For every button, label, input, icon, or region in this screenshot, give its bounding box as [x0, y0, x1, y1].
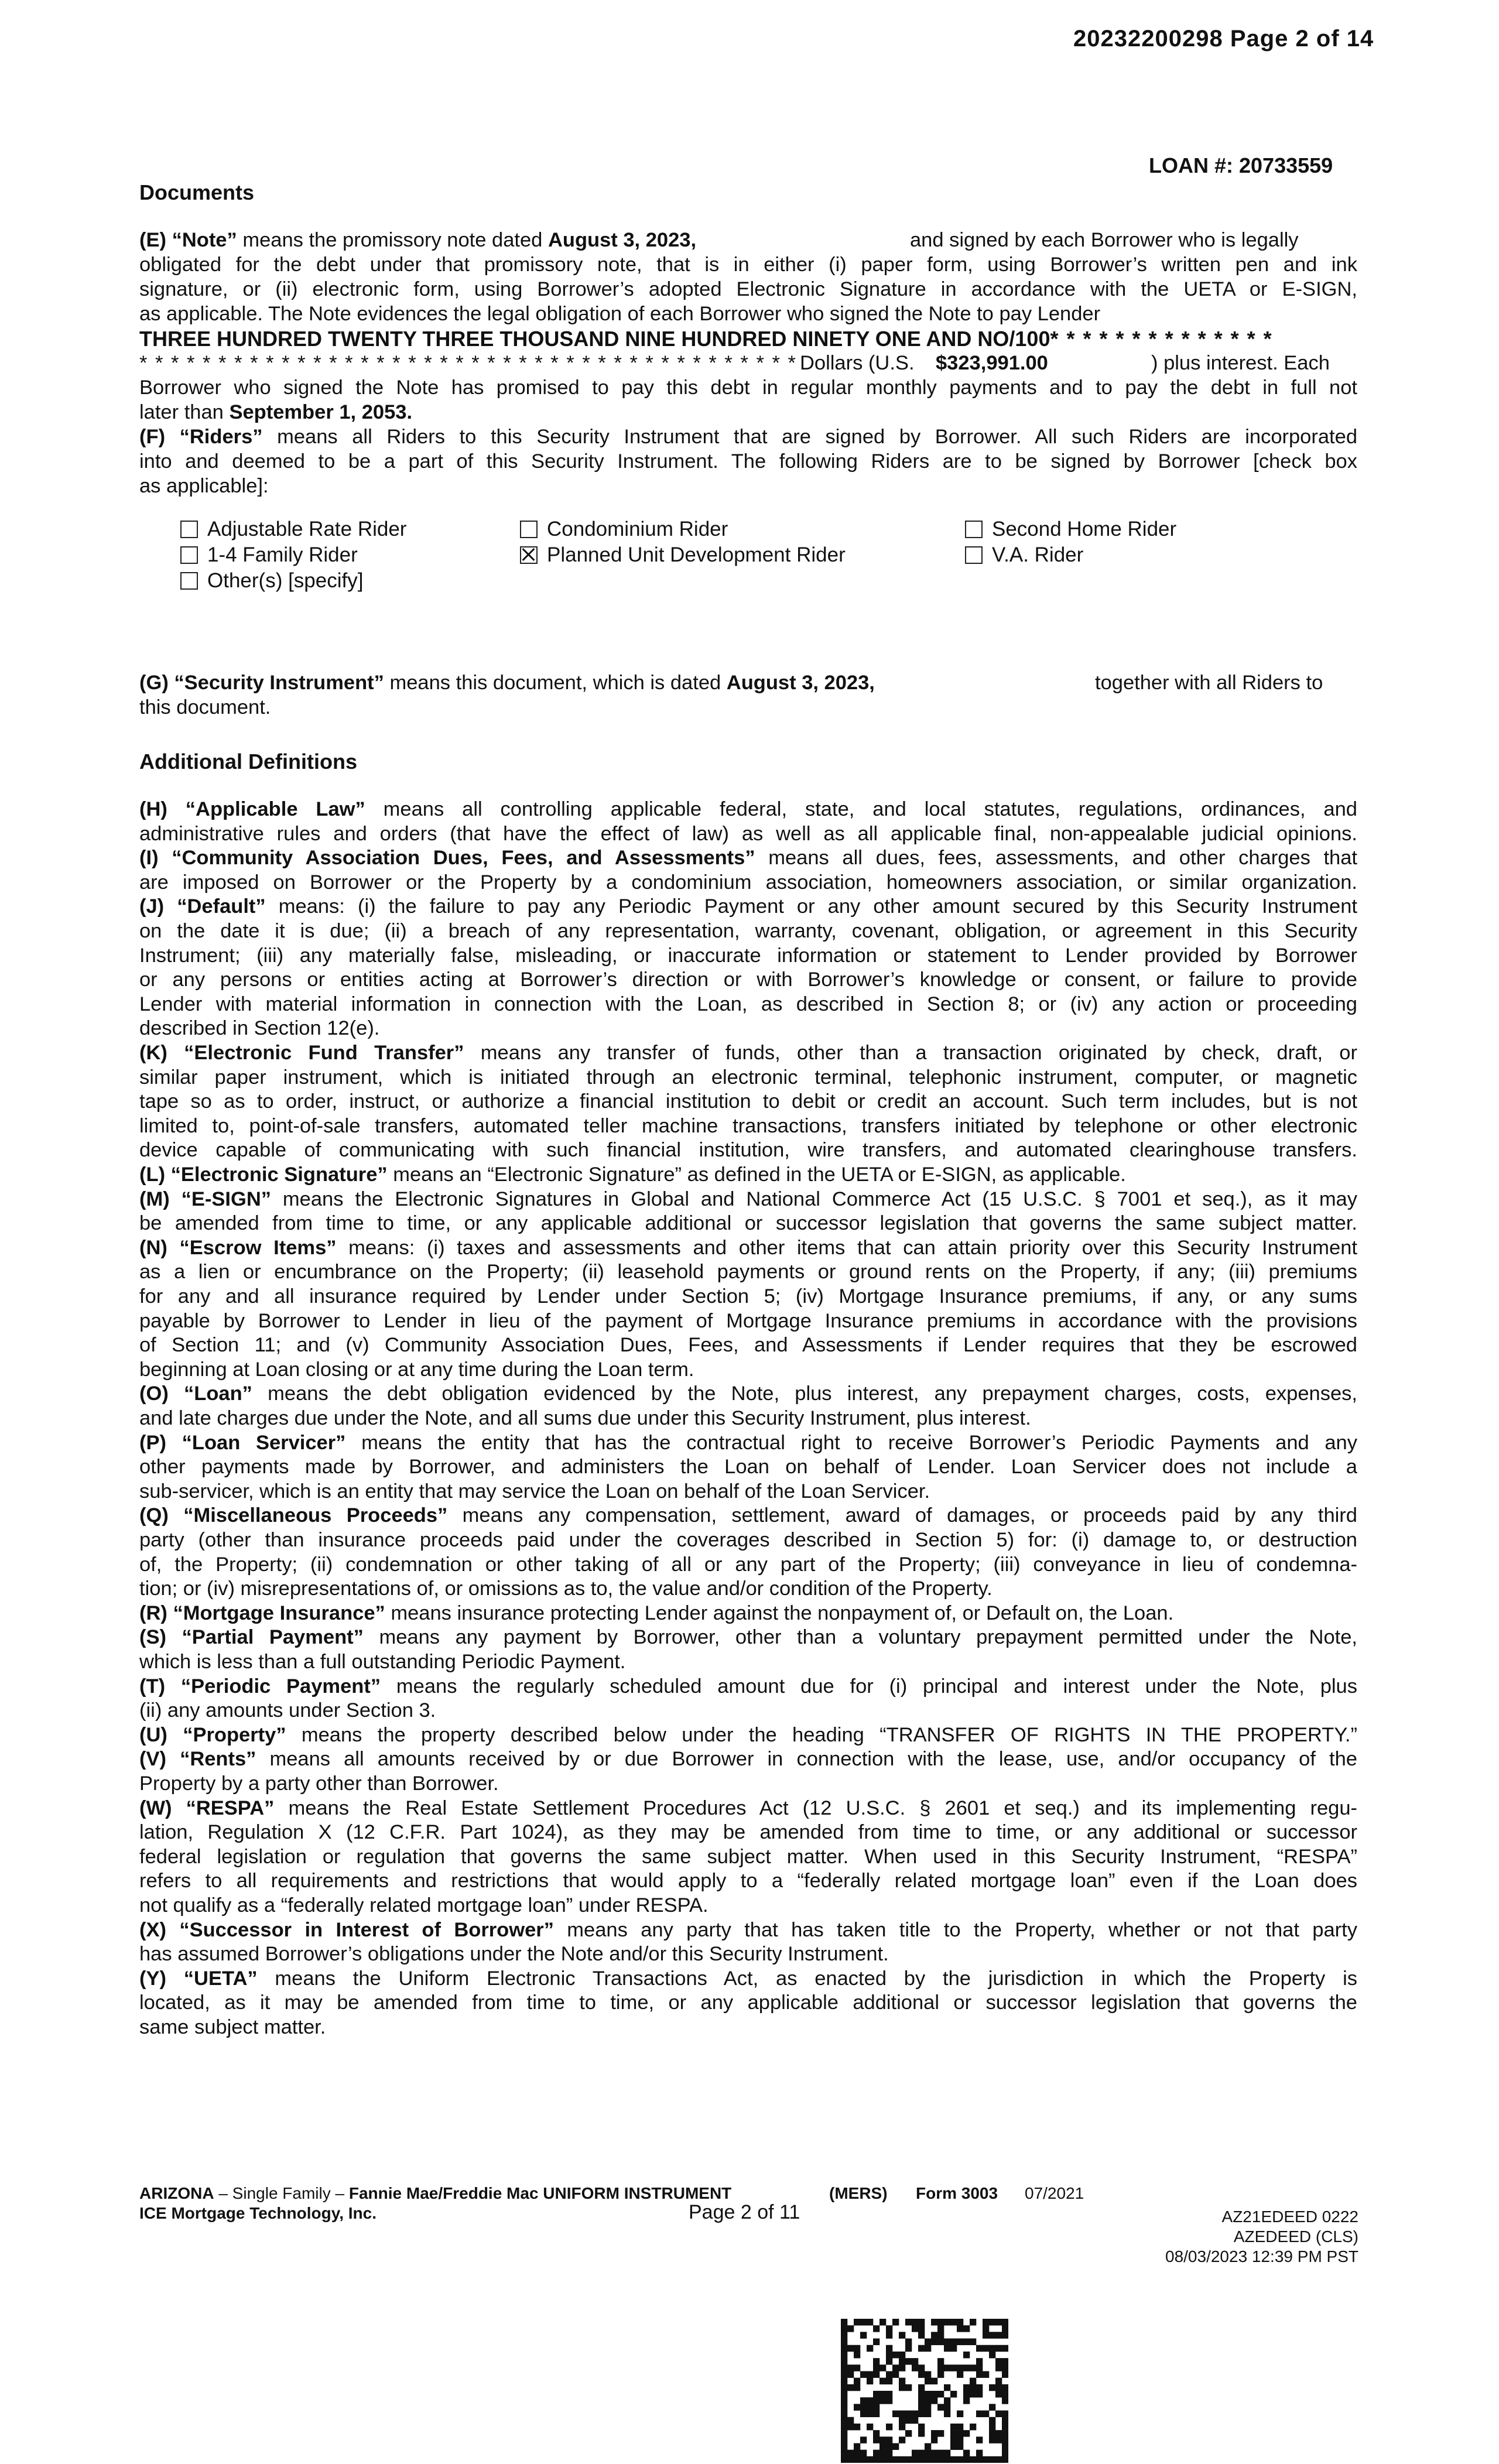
definition-line: device capable of communicating with such financial institution, wire transfers, and automated clearinghouse transfers. [139, 1139, 1357, 1162]
definition-line: (S) “Partial Payment” means any payment by Borrower, other than a voluntary prepayment permitted under the Note, [139, 1626, 1357, 1649]
security-line-1: (G) “Security Instrument” means this document, which is dated August 3, 2023, together with all Riders to [139, 672, 1323, 694]
definition-line: lation, Regulation X (12 C.F.R. Part 1024), as they may be amended from time to time, or any additional or successor [139, 1821, 1357, 1844]
term-security-instrument: (G) “Security Instrument” [139, 672, 384, 694]
note-amount-words: THREE HUNDRED TWENTY THREE THOUSAND NINE HUNDRED NINETY ONE AND NO/100* * * * * * * * * * * * * * [139, 327, 1273, 351]
defined-term: (Y) “UETA” [139, 1967, 258, 1990]
definition-line: same subject matter. [139, 2016, 326, 2038]
checkbox-icon[interactable] [180, 521, 198, 538]
defined-term: (K) “Electronic Fund Transfer” [139, 1042, 464, 1064]
definition-line: (T) “Periodic Payment” means the regularly scheduled amount due for (i) principal and interest under the Note, plus [139, 1675, 1357, 1698]
defined-term: (Q) “Miscellaneous Proceeds” [139, 1504, 448, 1527]
definition-line: federal legislation or regulation that governs the same subject matter. When used in this Security Instrument, “RESPA” [139, 1845, 1357, 1868]
note-line-6: * * * * * * * * * * * * * * * * * * * * * * * * * * * * * * * * * * * * * * * * * * Dollars (U.S. $323,991.00 ) plus interest. Each [139, 351, 1357, 376]
definition-line: Instrument; (iii) any materially false, misleading, or inaccurate information or statement to Lender provided by Borrower [139, 944, 1357, 967]
definition-line: of Section 11; and (v) Community Association Dues, Fees, and Assessments if Lender requires that they be escrowed [139, 1334, 1357, 1357]
defined-term: (T) “Periodic Payment” [139, 1675, 381, 1698]
checkbox-icon[interactable] [520, 521, 538, 538]
note-line-4: as applicable. The Note evidences the legal obligation of each Borrower who signed the Note to pay Lender [139, 303, 1101, 325]
rider-option-other[interactable]: Other(s) [specify] [180, 568, 363, 594]
definition-line: not qualify as a “federally related mortgage loan” under RESPA. [139, 1894, 709, 1917]
defined-term: (W) “RESPA” [139, 1796, 275, 1819]
page-number: 20232200298 Page 2 of 14 [1073, 26, 1374, 52]
definition-line: (V) “Rents” means all amounts received by or due Borrower in connection with the lease, use, and/or occupancy of the [139, 1748, 1357, 1771]
definition-line: (Y) “UETA” means the Uniform Electronic Transactions Act, as enacted by the jurisdiction in which the Property is [139, 1967, 1357, 1990]
definition-line: beginning at Loan closing or at any time during the Loan term. [139, 1358, 694, 1381]
definition-line: Lender with material information in connection with the Loan, as described in Section 8; or (iv) any action or proceeding [139, 993, 1357, 1015]
term-riders: (F) “Riders” [139, 426, 263, 448]
rider-option-condominium[interactable]: Condominium Rider [520, 516, 728, 542]
definition-line: limited to, point-of-sale transfers, automated teller machine transactions, transfers initiated by telephone or other electronic [139, 1114, 1357, 1137]
definition-line: located, as it may be amended from time to time, or any applicable additional or successor legislation that governs the [139, 1991, 1357, 2014]
definition-line: (R) “Mortgage Insurance” means insurance protecting Lender against the nonpayment of, or Default on, the Loan. [139, 1601, 1174, 1624]
term-note: (E) “Note” [139, 229, 237, 251]
loan-number: LOAN #: 20733559 [1149, 153, 1333, 177]
definition-line: and late charges due under the Note, and all sums due under this Security Instrument, plus interest. [139, 1407, 1031, 1429]
defined-term: (I) “Community Association Dues, Fees, and Assessments” [139, 847, 755, 870]
definition-line: (L) “Electronic Signature” means an “Electronic Signature” as defined in the UETA or E-SIGN, as applicable. [139, 1163, 1126, 1186]
definition-line: has assumed Borrower’s obligations under the Note and/or this Security Instrument. [139, 1943, 889, 1966]
definition-line: party (other than insurance proceeds paid under the coverages described in Section 5) for: (i) damage to, or destruction [139, 1529, 1357, 1551]
checked-checkbox-icon[interactable] [520, 546, 538, 564]
section-heading-documents: Documents [139, 180, 255, 204]
defined-term: (J) “Default” [139, 895, 266, 918]
note-line-3: signature, or (ii) electronic form, using Borrower’s adopted Electronic Signature in accordance with the UETA or E-SIGN, [139, 278, 1357, 300]
defined-term: (H) “Applicable Law” [139, 798, 365, 820]
checkbox-icon[interactable] [965, 521, 983, 538]
note-line-1: (E) “Note” means the promissory note dated August 3, 2023, and signed by each Borrower who is legally [139, 229, 1299, 251]
definition-line: payable by Borrower to Lender in lieu of the payment of Mortgage Insurance premiums in accordance with the provisions [139, 1309, 1357, 1332]
defined-term: (O) “Loan” [139, 1382, 252, 1405]
note-line-7: Borrower who signed the Note has promised to pay this debt in regular monthly payments and to pay the debt in full not [139, 377, 1357, 399]
definition-line: which is less than a full outstanding Periodic Payment. [139, 1651, 626, 1673]
definition-line: Property by a party other than Borrower. [139, 1772, 499, 1795]
checkbox-icon[interactable] [965, 546, 983, 564]
checkbox-icon[interactable] [180, 572, 198, 590]
defined-term: (X) “Successor in Interest of Borrower” [139, 1918, 554, 1941]
rider-option-adjustable-rate[interactable]: Adjustable Rate Rider [180, 516, 406, 542]
rider-option-planned-unit-development[interactable]: Planned Unit Development Rider [520, 542, 846, 568]
definition-line: be amended from time to time, or any applicable additional or successor legislation that governs the same subject matter. [139, 1212, 1357, 1235]
definition-line: (M) “E-SIGN” means the Electronic Signatures in Global and National Commerce Act (15 U.S.C. § 7001 et seq.), as it may [139, 1187, 1357, 1210]
section-heading-additional-definitions: Additional Definitions [139, 750, 357, 774]
checkbox-icon[interactable] [180, 546, 198, 564]
riders-line-2: into and deemed to be a part of this Security Instrument. The following Riders are to be signed by Borrower [check box [139, 450, 1357, 473]
definition-line: (O) “Loan” means the debt obligation evidenced by the Note, plus interest, any prepayment charges, costs, expenses, [139, 1382, 1358, 1405]
footer-code-1: AZ21EDEED 0222 [1221, 2208, 1358, 2226]
defined-term: (M) “E-SIGN” [139, 1187, 271, 1210]
definition-line: (Q) “Miscellaneous Proceeds” means any compensation, settlement, award of damages, or proceeds paid by any third [139, 1504, 1357, 1527]
definition-line: other payments made by Borrower, and administers the Loan on behalf of Lender. Loan Servicer does not include a [139, 1456, 1357, 1479]
rider-option-va[interactable]: V.A. Rider [965, 542, 1083, 568]
footer-company: ICE Mortgage Technology, Inc. [139, 2204, 377, 2222]
definition-line: (H) “Applicable Law” means all controlling applicable federal, state, and local statutes, regulations, ordinances, and [139, 798, 1357, 820]
definition-line: are imposed on Borrower or the Property by a condominium association, homeowners association, or similar organization. [139, 871, 1357, 894]
definition-line: as a lien or encumbrance on the Property; (ii) leasehold payments or ground rents on the Property, if any; (iii) premiums [139, 1261, 1357, 1284]
defined-term: (N) “Escrow Items” [139, 1236, 337, 1259]
footer-timestamp: 08/03/2023 12:39 PM PST [1165, 2247, 1358, 2265]
definition-line: (J) “Default” means: (i) the failure to pay any Periodic Payment or any other amount secured by this Security Instrument [139, 895, 1357, 918]
definition-line: sub-servicer, which is an entity that may service the Loan on behalf of the Loan Servicer. [139, 1480, 930, 1503]
defined-term: (V) “Rents” [139, 1748, 256, 1771]
footer-code-2: AZEDEED (CLS) [1233, 2227, 1358, 2246]
definition-line: (W) “RESPA” means the Real Estate Settlement Procedures Act (12 U.S.C. § 2601 et seq.) and its implementing regu- [139, 1796, 1358, 1819]
definition-line: refers to all requirements and restrictions that would apply to a “federally related mortgage loan” even if the Loan does [139, 1870, 1357, 1893]
riders-line-1: (F) “Riders” means all Riders to this Security Instrument that are signed by Borrower. All such Riders are incorporated [139, 426, 1358, 448]
definition-line: (I) “Community Association Dues, Fees, and Assessments” means all dues, fees, assessments, and other charges that [139, 847, 1358, 870]
barcode-icon [841, 2319, 1008, 2463]
defined-term: (P) “Loan Servicer” [139, 1431, 346, 1454]
defined-term: (R) “Mortgage Insurance” [139, 1601, 385, 1624]
definition-line: (U) “Property” means the property described below under the heading “TRANSFER OF RIGHTS IN THE PROPERTY.” [139, 1723, 1357, 1746]
definition-line: described in Section 12(e). [139, 1017, 380, 1040]
note-date: August 3, 2023, [547, 229, 697, 251]
rider-option-1-4-family[interactable]: 1-4 Family Rider [180, 542, 358, 568]
definition-line: on the date it is due; (ii) a breach of any representation, warranty, covenant, obligation, or agreement in this Security [139, 920, 1357, 942]
rider-option-second-home[interactable]: Second Home Rider [965, 516, 1176, 542]
note-line-8: later than September 1, 2053. [139, 401, 413, 423]
security-date: August 3, 2023, [726, 672, 875, 694]
definition-line: of, the Property; (ii) condemnation or other taking of all or any part of the Property; (iii) conveyance in lieu of condemna- [139, 1553, 1357, 1576]
definition-line: (X) “Successor in Interest of Borrower” means any party that has taken title to the Property, whether or not that party [139, 1918, 1357, 1941]
footer-page-number: Page 2 of 11 [689, 2201, 800, 2223]
definition-line: similar paper instrument, which is initiated through an electronic terminal, telephonic instrument, computer, or magnetic [139, 1066, 1357, 1089]
defined-term: (U) “Property” [139, 1723, 286, 1746]
definition-line: (N) “Escrow Items” means: (i) taxes and assessments and other items that can attain priority over this Security Instrument [139, 1236, 1357, 1259]
definition-line: or any persons or entities acting at Borrower’s direction or with Borrower’s knowledge or consent, or failure to provide [139, 969, 1357, 991]
definition-line: (K) “Electronic Fund Transfer” means any transfer of funds, other than a transaction originated by check, draft, or [139, 1042, 1357, 1064]
definition-line: (P) “Loan Servicer” means the entity that has the contractual right to receive Borrower’s Periodic Payments and any [139, 1431, 1357, 1454]
maturity-date: September 1, 2053. [229, 401, 413, 423]
note-amount: $323,991.00 [936, 352, 1048, 374]
note-line-2: obligated for the debt under that promissory note, that is in either (i) paper form, using Borrower’s written pen and ink [139, 254, 1357, 276]
definition-line: for any and all insurance required by Lender under Section 5; (iv) Mortgage Insurance premiums, if any, or any sums [139, 1285, 1357, 1308]
defined-term: (L) “Electronic Signature” [139, 1163, 388, 1186]
definition-line: tion; or (iv) misrepresentations of, or omissions as to, the value and/or condition of the Property. [139, 1577, 993, 1600]
footer-form-line: ARIZONA – Single Family – Fannie Mae/Freddie Mac UNIFORM INSTRUMENT (MERS) Form 3003 07/2021 [139, 2184, 1084, 2202]
defined-term: (S) “Partial Payment” [139, 1626, 364, 1649]
definition-line: tape so as to order, instruct, or authorize a financial institution to debit or credit an account. Such term includes, but is not [139, 1090, 1357, 1113]
definition-line: administrative rules and orders (that have the effect of law) as well as all applicable final, non-appealable judicial opinions. [139, 822, 1357, 845]
riders-line-3: as applicable]: [139, 475, 269, 497]
definition-line: (ii) any amounts under Section 3. [139, 1699, 436, 1722]
security-line-2: this document. [139, 696, 271, 718]
